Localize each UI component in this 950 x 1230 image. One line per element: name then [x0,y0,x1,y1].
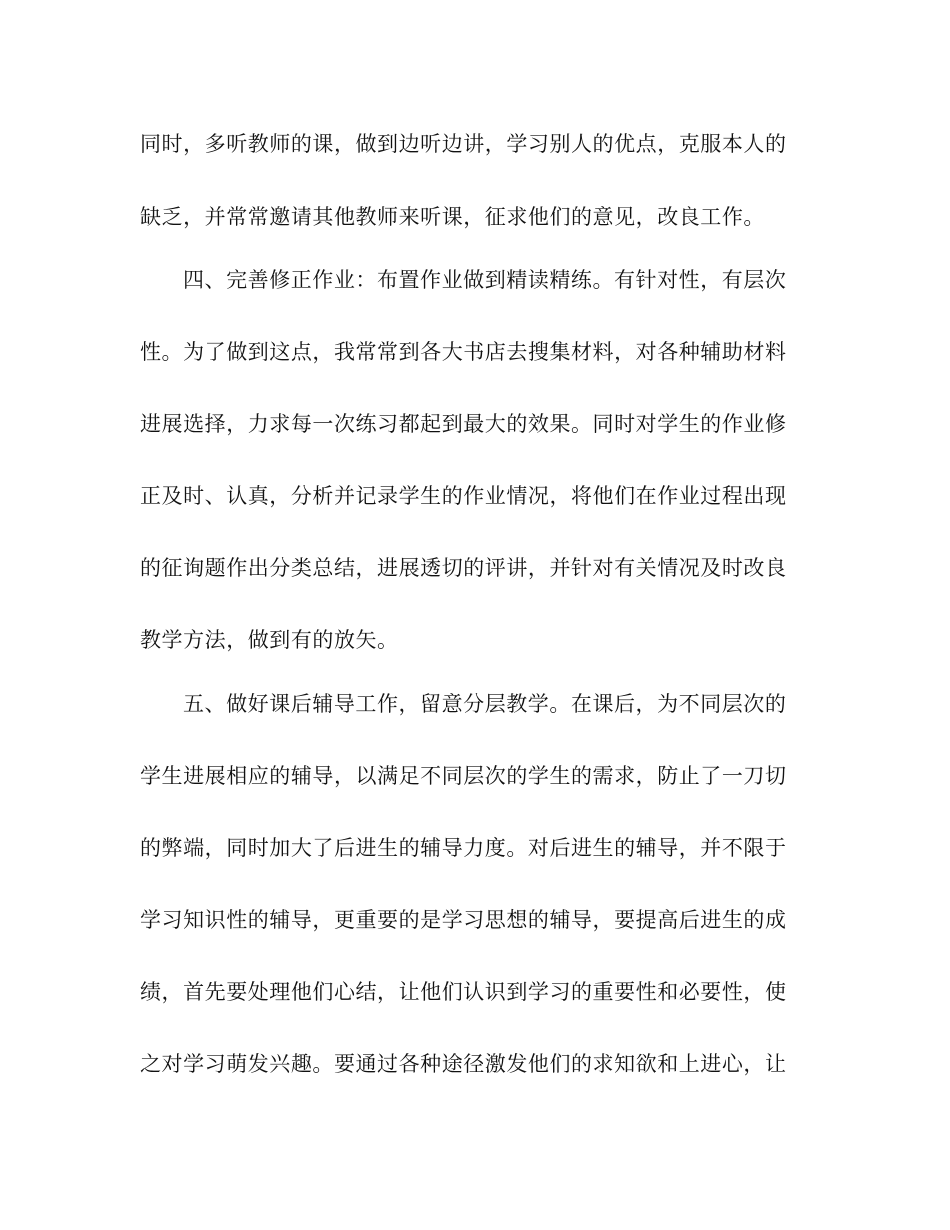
text-line: 性。为了做到这点，我常常到各大书店去搜集材料，对各种辅助材料 [140,340,787,364]
paragraph-five-start: 五、做好课后辅导工作，留意分层教学。在课后，为不同层次的 [183,692,787,716]
text-line: 之对学习萌发兴趣。要通过各种途径激发他们的求知欲和上进心，让 [140,1052,787,1076]
text-line: 教学方法，做到有的放矢。 [140,628,399,652]
text-line: 的弊端，同时加大了后进生的辅导力度。对后进生的辅导，并不限于 [140,836,787,860]
text-line: 学生进展相应的辅导，以满足不同层次的学生的需求，防止了一刀切 [140,764,787,788]
text-line: 的征询题作出分类总结，进展透切的评讲，并针对有关情况及时改良 [140,556,787,580]
text-line: 同时，多听教师的课，做到边听边讲，学习别人的优点，克服本人的 [140,132,787,156]
text-line: 绩，首先要处理他们心结，让他们认识到学习的重要性和必要性，使 [140,980,787,1004]
text-line: 缺乏，并常常邀请其他教师来听课，征求他们的意见，改良工作。 [140,205,765,229]
text-line: 学习知识性的辅导，更重要的是学习思想的辅导，要提高后进生的成 [140,908,787,932]
text-line: 进展选择，力求每一次练习都起到最大的效果。同时对学生的作业修 [140,412,787,436]
text-line: 正及时、认真，分析并记录学生的作业情况，将他们在作业过程出现 [140,484,787,508]
paragraph-four-start: 四、完善修正作业：布置作业做到精读精练。有针对性，有层次 [183,268,787,292]
